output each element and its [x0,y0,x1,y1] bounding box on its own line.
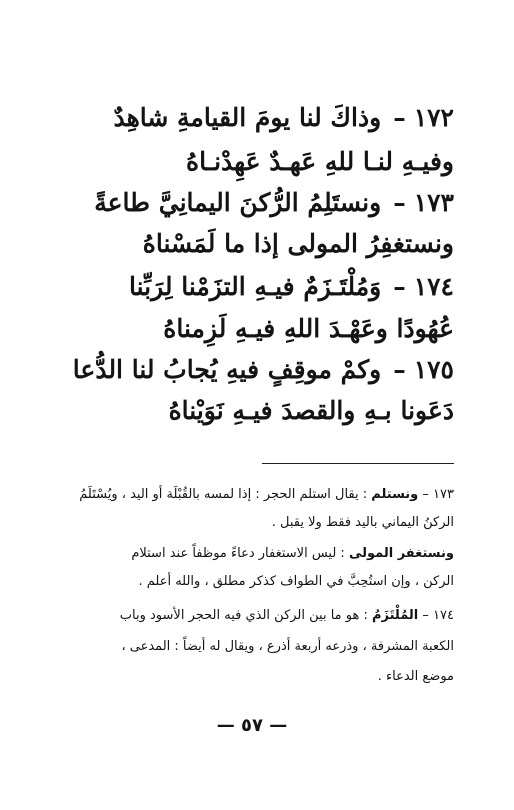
footnote-text: : هو ما بين الركن الذي فيه الحجر الأسود وباب [119,608,368,623]
verse-175-line-1 [73,353,454,387]
footnote-173-line-2 [272,512,454,534]
footnote-term: ونستلم [371,487,419,502]
footnote-term: ونستغفر المولى [348,546,454,561]
verse-174-line-2 [163,312,454,346]
verse-dash: – [393,272,406,301]
footnote-text: الكعبة المشرفة ، وذرعه أربعة أذرع ، ويقال له أيضاً : المدعى ، [121,639,454,654]
footnote-text: الركن ، وإن استُحِبَّ في الطواف كذكر مطلق ، والله أعلم . [138,574,454,589]
verse-dash: – [393,188,406,217]
verse-174-line-1 [129,270,454,304]
footnote-mawla-line-1 [131,543,454,565]
footnote-174-line-2 [121,636,454,658]
footnote-term: المُلْتَزَمُ [371,608,419,623]
footnote-text: : يقال استلم الحجر : إذا لمسه بالقُبْلَة أو اليد ، ويُسْتَلَمُ [79,487,368,502]
footnote-divider [262,463,454,464]
verse-text: دَعَونا بـهِ والقصدَ فيـهِ نَوَيْناهُ [168,396,454,425]
verse-text: عُهُودًا وعَهْـدَ اللهِ فيـهِ لَزِمناهُ [163,314,454,343]
footnote-173-line-1 [79,484,454,506]
verse-173-line-2 [143,227,454,261]
footnote-mawla-line-2 [138,571,454,593]
verse-number: ١٧٣ [413,188,454,217]
verse-text: وَمُلْتَـزَمٌ فيـهِ التزَمْنا لِرَبِّنا [129,272,382,301]
verse-175-line-2 [169,394,454,428]
footnote-text: الركنُ اليماني باليد فقط ولا يقبل . [271,515,454,530]
verse-number: ١٧٥ [413,355,454,384]
footnote-number: ١٧٣ [433,487,454,502]
footnote-174-line-1 [120,605,454,627]
verse-173-line-1 [94,186,454,220]
footnote-text: : ليس الاستغفار دعاءً موظفاً عند استلام [131,546,345,561]
footnote-174-line-3 [378,666,454,688]
verse-number: ١٧٢ [413,103,454,132]
verse-dash: – [393,355,406,384]
verse-number: ١٧٤ [413,272,454,301]
footnote-number: ١٧٤ [433,608,454,623]
verse-text: وفيـهِ لنـا للهِ عَهـدٌ عَهِدْنـاهُ [186,147,454,176]
verse-text: ونستَلِمُ الرُّكنَ اليمانِيَّ طاعةً [94,188,382,217]
verse-172-line-1 [113,101,454,135]
verse-text: وذاكَ لنا يومَ القيامةِ شاهِدٌ [113,103,382,132]
footnote-dash: – [422,608,429,623]
verse-172-line-2 [186,145,454,179]
footnote-text: موضع الدعاء . [377,669,454,684]
footnote-dash: – [422,487,429,502]
verse-dash: – [393,103,406,132]
page-number: — ٥٧ — [216,715,288,736]
verse-text: وكمْ موقِفٍ فيهِ يُجابُ لنا الدُّعا [72,355,382,384]
verse-text: ونستغفِرُ المولى إذا ما لَمَسْناهُ [142,229,454,258]
